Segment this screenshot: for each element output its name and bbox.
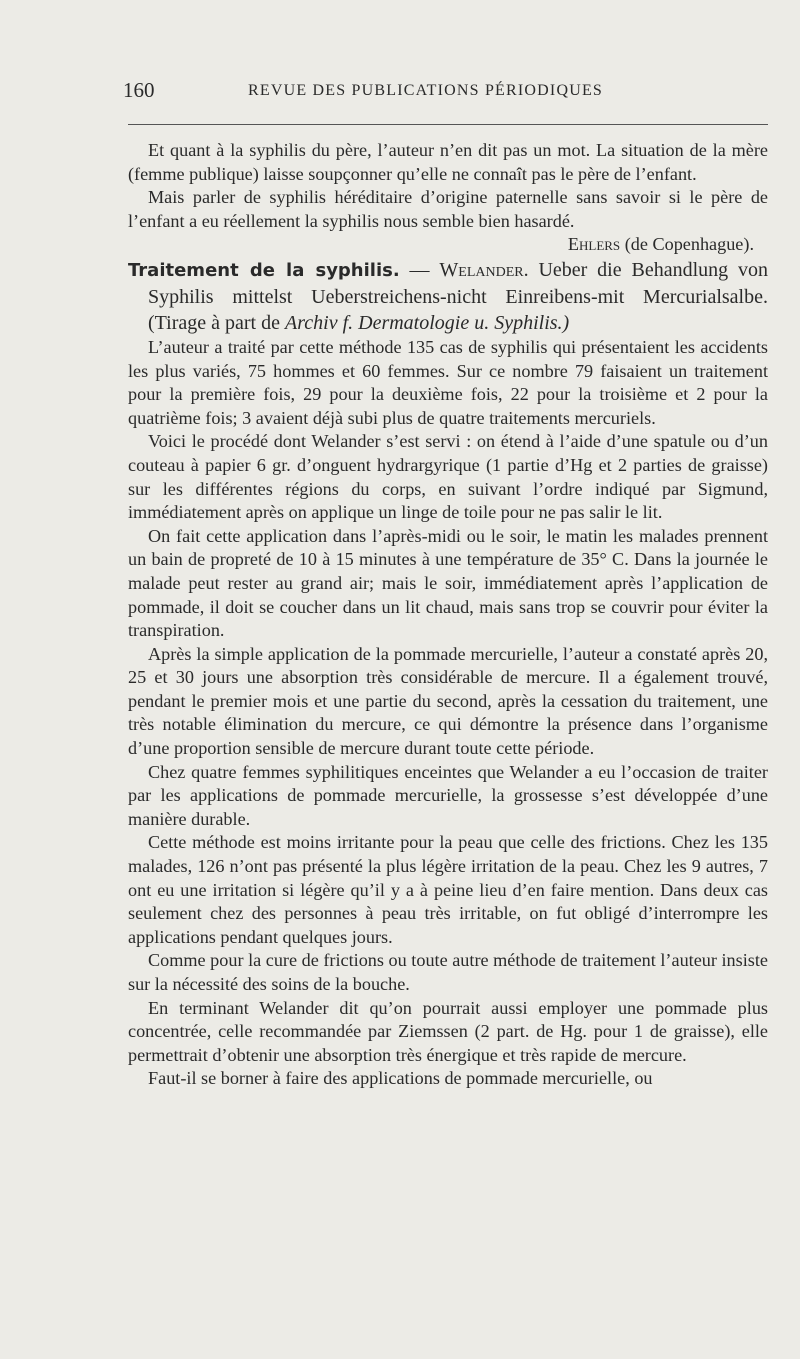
article-author: Welander. — [439, 258, 529, 281]
review-signature — [128, 233, 768, 257]
signature-author: Ehlers — [567, 234, 621, 255]
article-subject: Traitement de la syphilis. — [128, 259, 400, 281]
running-title: REVUE DES PUBLICATIONS PÉRIODIQUES — [248, 82, 604, 99]
paragraph: Faut-il se borner à faire des applications de pommade mercurielle, ou — [148, 1068, 653, 1089]
page-number: 160 — [123, 78, 155, 102]
paragraph: Comme pour la cure de frictions ou toute autre méthode de traitement l’auteur insiste sur la nécessité des soins de la bouche. — [128, 950, 768, 994]
paragraph: Mais parler de syphilis héréditaire d’origine paternelle sans savoir si le père de l’enfant a eu réellement la syphilis nous semble bien hasardé. — [128, 187, 768, 231]
paragraph: Voici le procédé dont Welander s’est servi : on étend à l’aide d’une spatule ou d’un couteau à papier 6 gr. d’onguent hydrargyrique (1 partie d’Hg et 2 parties de graisse) sur les différentes régions du corps, en suivant l’ordre indiqué par Sigmund, immédiatement après on applique un linge de toile pour ne pas salir le lit. — [128, 431, 768, 523]
paragraph: Après la simple application de la pommade mercurielle, l’auteur a constaté après 20, 25 et 30 jours une absorption très considérable de mercure. Il a également trouvé, pendant le premier mois et une partie du second, après la cessation du traitement, une très notable élimination du mercure, ce qui démontre la présence dans l’organisme d’une proportion sensible de mercure durant toute cette période. — [128, 643, 768, 759]
article-dash: — — [399, 258, 440, 281]
running-head — [0, 78, 800, 108]
article-source-prefix: (Tirage à part de — [148, 311, 285, 334]
header-rule — [128, 124, 768, 125]
paragraph: L’auteur a traité par cette méthode 135 cas de syphilis qui présentaient les accidents les plus variés, 75 hommes et 60 femmes. Sur ce nombre 79 faisaient un traitement pour la première fois, 29 pour la deuxième fois, 22 pour la troisième et 2 pour la quatrième fois; 3 avaient déjà subi plus de quatre traitements mercuriels. — [128, 336, 768, 428]
signature-place: (de Copenhague). — [624, 234, 754, 255]
paragraph: On fait cette application dans l’après-midi ou le soir, le matin les malades prennent un bain de propreté de 10 à 15 minutes à une température de 35° C. Dans la journée le malade peut rester au grand air; mais le soir, immédiatement après l’application de pommade, il doit se coucher dans un lit chaud, mais sans trop se couvrir pour éviter la transpiration. — [128, 525, 768, 641]
article-heading — [128, 257, 768, 336]
paragraph: Cette méthode est moins irritante pour la peau que celle des frictions. Chez les 135 malades, 126 n’ont pas présenté la plus légère irritation de la peau. Chez les 9 autres, 7 ont eu une irritation si légère qu’il y a à peine lieu d’en faire mention. Dans deux cas seulement chez des personnes à peau très irritable, on fut obligé d’interrompre les applications pendant quelques jours. — [128, 832, 768, 947]
paragraph: En terminant Welander dit qu’on pourrait aussi employer une pommade plus concentrée, celle recommandée par Ziemssen (2 part. de Hg. pour 1 de graisse), elle permettrait d’obtenir une absorption très énergique et très rapide de mercure. — [128, 997, 768, 1065]
article-title: Ueber die Behandlung von Syphilis mittelst Ueberstreichens-nicht Einreibens-mit Mercurialsalbe. — [148, 258, 768, 308]
paragraph: Chez quatre femmes syphilitiques enceintes que Welander a eu l’occasion de traiter par les applications de pommade mercurielle, la grossesse s’est développée d’une manière durable. — [128, 761, 768, 829]
paragraph: Et quant à la syphilis du père, l’auteur n’en dit pas un mot. La situation de la mère (femme publique) laisse soupçonner qu’elle ne connaît pas le père de l’enfant. — [128, 140, 768, 184]
body-text — [128, 139, 768, 1091]
article-source-journal: Archiv f. Dermatologie u. Syphilis.) — [285, 311, 570, 334]
